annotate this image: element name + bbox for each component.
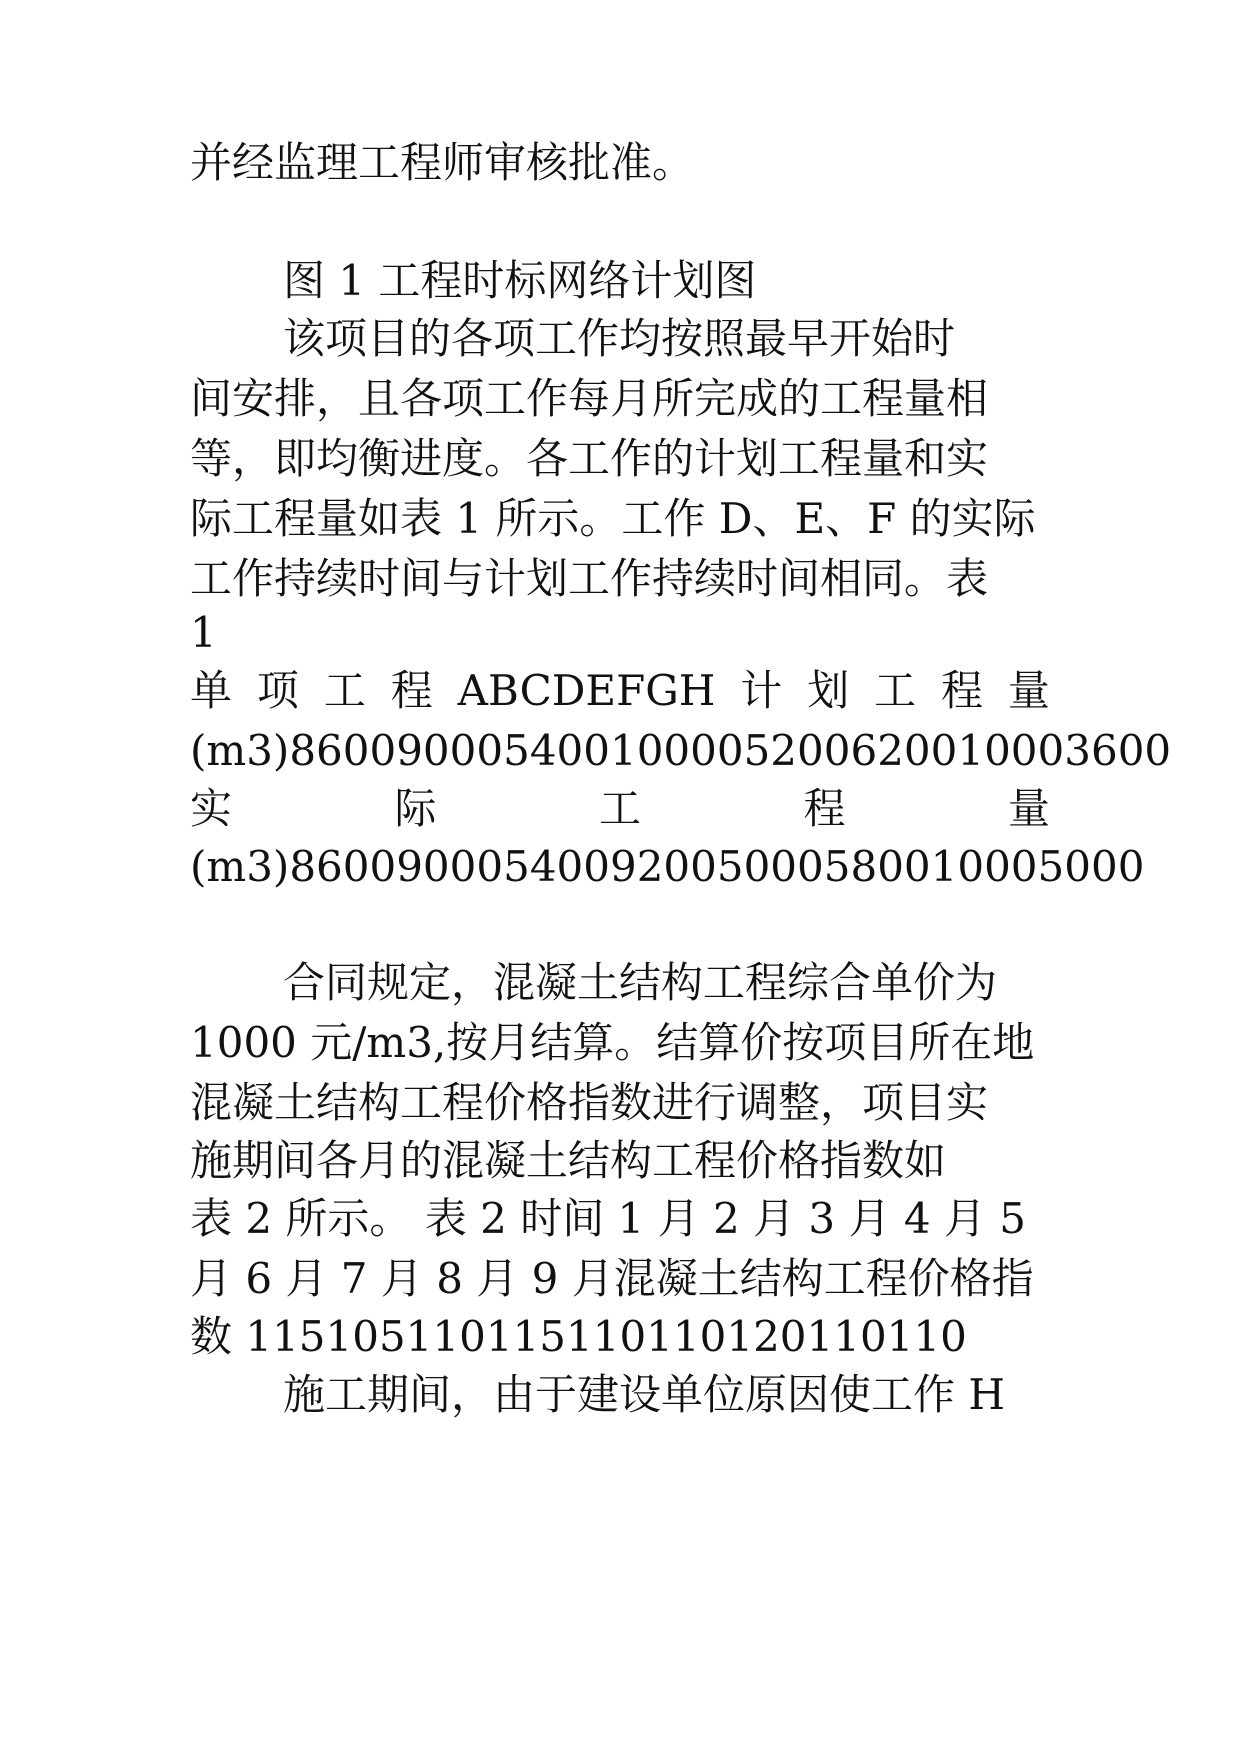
table-cell: 程: [941, 666, 984, 715]
paragraph-line: 工作持续时间与计划工作持续时间相同。表: [190, 554, 989, 603]
table-row-planned-header: [190, 658, 1050, 724]
table-cell: 量: [1007, 666, 1050, 715]
table-cell: 程: [390, 666, 433, 715]
paragraph-line: 1: [190, 608, 217, 657]
paragraph-line: 施工期间，由于建设单位原因使工作 H: [283, 1370, 1005, 1419]
table-cell: ABCDEFGH: [457, 666, 716, 715]
table-cell: 实: [190, 784, 233, 833]
table-row-planned-values: (m3)8600900054001000052006200100036​00: [190, 726, 1172, 775]
table-cell: 单: [190, 666, 233, 715]
table-cell: 工: [874, 666, 917, 715]
paragraph-line: 等，即均衡进度。各工作的计划工程量和实: [190, 434, 989, 483]
table-cell: 程: [803, 784, 846, 833]
paragraph-line: 施期间各月的混凝土结构工程价格指数如: [190, 1136, 947, 1185]
paragraph-line: 数 115105110115110110120110110: [190, 1312, 967, 1361]
paragraph-line: 际工程量如表 1 所示。工作 D、E、F 的实际: [190, 494, 1036, 543]
paragraph-line: 间安排，且各项工作每月所完成的工程量相: [190, 374, 989, 423]
table-cell: 工: [323, 666, 366, 715]
paragraph-line: 混凝土结构工程价格指数进行调整，项目实: [190, 1078, 989, 1127]
table-cell: 计: [740, 666, 783, 715]
figure-caption: 图 1 工程时标网络计划图: [283, 256, 757, 305]
paragraph-line: 合同规定，混凝土结构工程综合单价为: [283, 958, 998, 1007]
paragraph-line: 并经监理工程师审核批准。: [190, 138, 695, 187]
paragraph-line: 1000 元/m3,按月结算。结算价按项目所在地: [190, 1018, 1035, 1067]
table-cell: 际: [394, 784, 437, 833]
table-cell: 项: [256, 666, 299, 715]
table-cell: 工: [598, 784, 641, 833]
table-row-actual-header: [190, 776, 1050, 842]
paragraph-line: 表 2 所示。 表 2 时间 1 月 2 月 3 月 4 月 5: [190, 1194, 1026, 1243]
paragraph-line: 月 6 月 7 月 8 月 9 月混凝土结构工程价格指: [190, 1254, 1034, 1303]
table-row-actual-values: (m3)86009000540092005000580010005000: [190, 842, 1145, 891]
table-cell: 量: [1007, 784, 1050, 833]
table-cell: 划: [807, 666, 850, 715]
paragraph-line: 该项目的各项工作均按照最早开始时: [283, 314, 956, 363]
